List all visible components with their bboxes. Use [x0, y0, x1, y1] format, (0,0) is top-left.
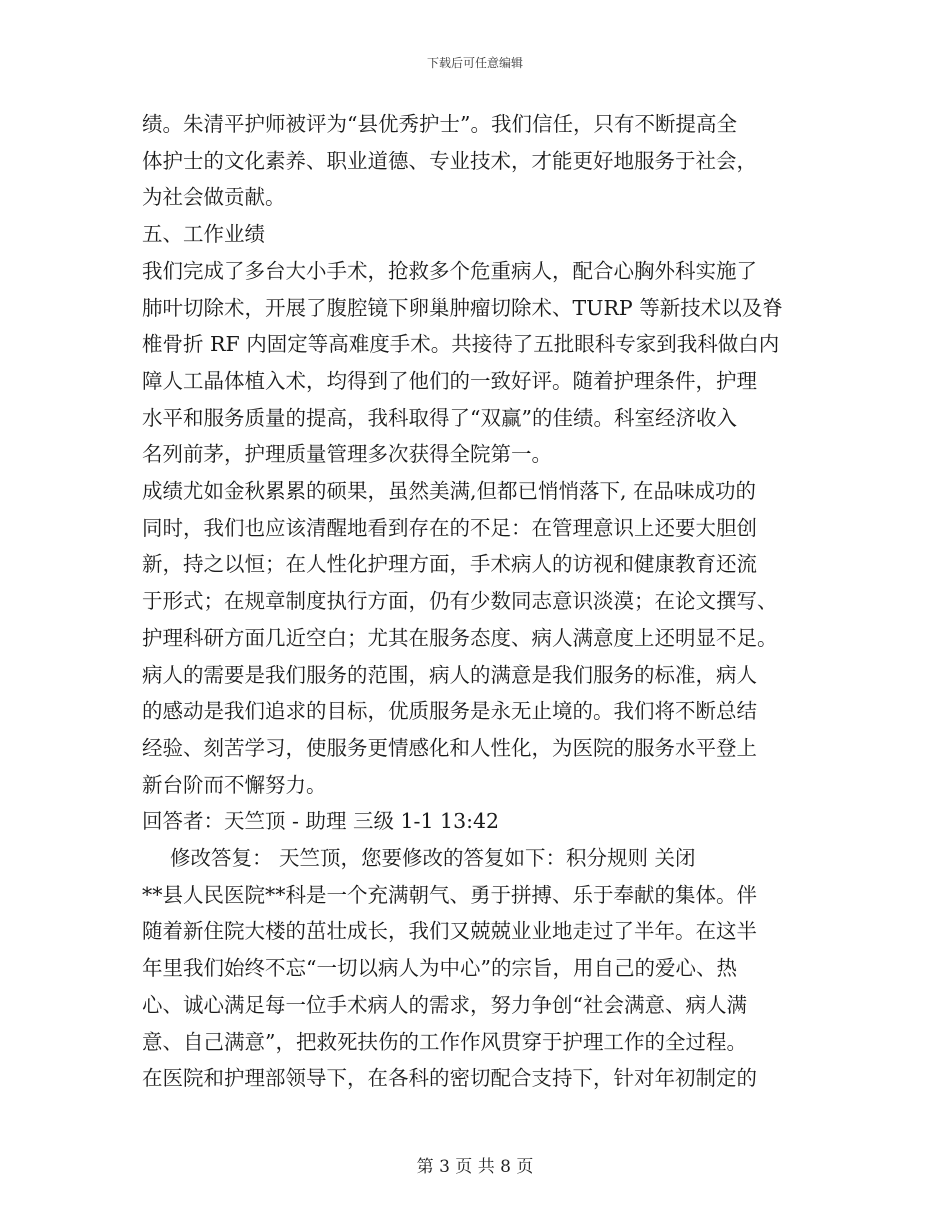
- body-line: 肺叶切除术，开展了腹腔镜下卵巢肿瘤切除术、TURP 等新技术以及脊: [142, 295, 783, 320]
- body-line: 经验、刻苦学习，使服务更情感化和人性化，为医院的服务水平登上: [142, 735, 757, 760]
- answerer-line: 回答者：天竺顶 - 助理 三级 1-1 13:42: [142, 809, 500, 834]
- body-line: 在医院和护理部领导下，在各科的密切配合支持下，针对年初制定的: [142, 1066, 757, 1091]
- body-line: 我们完成了多台大小手术，抢救多个危重病人，配合心胸外科实施了: [142, 258, 757, 283]
- body-line: 新台阶而不懈努力。: [142, 772, 327, 797]
- body-line: 病人的需要是我们服务的范围，病人的满意是我们服务的标准，病人: [142, 662, 757, 687]
- page-footer: 第 3 页 共 8 页: [416, 1157, 534, 1177]
- edit-reply-line: 修改答复： 天竺顶，您要修改的答复如下：积分规则 关闭: [170, 846, 696, 871]
- body-line: 椎骨折 RF 内固定等高难度手术。共接待了五批眼科专家到我科做白内: [142, 332, 780, 357]
- body-line: 于形式；在规章制度执行方面，仍有少数同志意识淡漠；在论文撰写、: [142, 589, 778, 614]
- body-line: 心、诚心满足每一位手术病人的需求，努力争创“社会满意、病人满: [142, 992, 747, 1017]
- body-line: 水平和服务质量的提高，我科取得了“双赢”的佳绩。科室经济收入: [142, 405, 737, 430]
- body-line: 名列前茅，护理质量管理多次获得全院第一。: [142, 442, 552, 467]
- body-line: 新，持之以恒；在人性化护理方面，手术病人的访视和健康教育还流: [142, 552, 757, 577]
- section-heading: 五、工作业绩: [142, 222, 265, 247]
- body-line: 护理科研方面几近空白；尤其在服务态度、病人满意度上还明显不足。: [142, 625, 778, 650]
- body-line: **县人民医院**科是一个充满朝气、勇于拼搏、乐于奉献的集体。伴: [142, 882, 757, 907]
- body-line: 障人工晶体植入术，均得到了他们的一致好评。随着护理条件，护理: [142, 368, 757, 393]
- document-body: [142, 106, 822, 1097]
- body-line: 意、自己满意”，把救死扶伤的工作作风贯穿于护理工作的全过程。: [142, 1029, 747, 1054]
- page-header: 下载后可任意编辑: [426, 56, 523, 70]
- body-line: 为社会做贡献。: [142, 185, 286, 210]
- body-line: 同时，我们也应该清醒地看到存在的不足：在管理意识上还要大胆创: [142, 515, 757, 540]
- body-line: 绩。朱清平护师被评为“县优秀护士”。我们信任，只有不断提高全: [142, 112, 737, 136]
- body-line: 的感动是我们追求的目标，优质服务是永无止境的。我们将不断总结: [142, 699, 757, 724]
- body-line: 成绩尤如金秋累累的硕果，虽然美满,但都已悄悄落下, 在品味成功的: [142, 479, 757, 504]
- body-line: 随着新住院大楼的茁壮成长，我们又兢兢业业地走过了半年。在这半: [142, 919, 757, 944]
- body-line: 年里我们始终不忘“一切以病人为中心”的宗旨，用自己的爱心、热: [142, 956, 737, 981]
- body-line: 体护士的文化素养、职业道德、专业技术，才能更好地服务于社会，: [142, 148, 757, 173]
